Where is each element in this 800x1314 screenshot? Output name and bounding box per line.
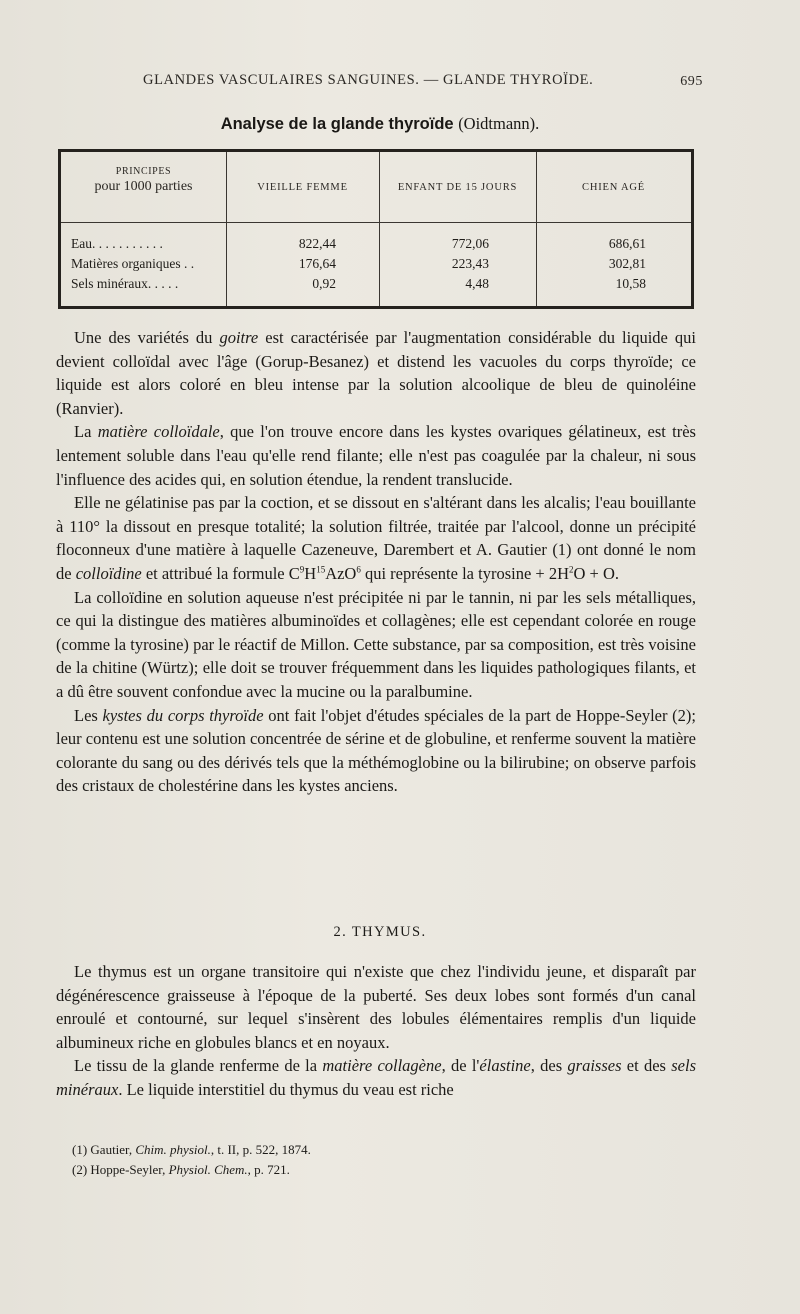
table-title xyxy=(0,114,760,134)
header-principles-line2: pour 1000 parties xyxy=(94,179,193,194)
page-number: 695 xyxy=(680,74,703,89)
body-text-thymus xyxy=(56,960,696,1102)
section-title-thymus: 2. THYMUS. xyxy=(333,924,427,940)
running-head xyxy=(143,72,703,89)
body-text-thyroid xyxy=(56,326,696,798)
paragraph-goitre: Une des variétés du goitre est caractérisée par l'augmentation considérable du liquide qui devient colloïdal avec l'âge (Gorup-Besanez) et distend les vacuoles du corps thyroïde; ce liquide est alors coloré en bleu intense par la solution alcoolique de bleu de quinoléine (Ranvier). xyxy=(56,328,696,418)
header-chien: CHIEN AGÉ xyxy=(582,182,645,193)
paragraph-gelatinise: Elle ne gélatinise pas par la coction, et se dissout en s'altérant dans les alcalis; l'eau bouillante à 110° la dissout en presque totalité; la solution filtrée, traitée par l'alcool, donne un précipité floconneux d'une matière à laquelle Cazeneuve, Darembert et A. Gautier (1) ont donné le nom de colloïdine et attribué la formule $C^9H^{15}AzO^6$ qui représente la tyrosine + $2H^2O + O$. xyxy=(56,493,696,583)
row-label-sels: Sels minéraux. . . . . xyxy=(71,276,179,291)
row-label-matieres: Matières organiques . . xyxy=(71,256,195,271)
header-enfant: ENFANT DE 15 JOURS xyxy=(397,182,518,193)
cell-eau-femme: 822,44 xyxy=(298,236,336,251)
footnote-1: (1) Gautier, Chim. physiol., t. II, p. 522, 1874. xyxy=(72,1142,311,1157)
header-vieille-femme: VIEILLE FEMME xyxy=(257,182,348,193)
cell-sels-enfant: 4,48 xyxy=(465,276,489,291)
paragraph-matiere-colloidale: La matière colloïdale, que l'on trouve encore dans les kystes ovariques gélatineux, est très lentement soluble dans l'eau qu'elle rend filante; elle n'est pas coagulée par la chaleur, ni sous l'influence des acides qui, en solution étendue, la rendent translucide. xyxy=(56,422,696,489)
footnotes xyxy=(72,1140,692,1179)
paragraph-colloidine: La colloïdine en solution aqueuse n'est précipitée ni par le tannin, ni par les sels métalliques, ce qui la distingue des matières albuminoïdes et collagènes; elle est cependant colorée en rouge (comme la tyrosine) par le réactif de Millon. Cette substance, par sa composition, est très voisine de la chitine (Würtz); elle doit se trouver fréquemment dans les liquides pathologiques filants, et a dû être souvent confondue avec la mucine ou la paralbumine. xyxy=(56,587,696,701)
cell-eau-enfant: 772,06 xyxy=(451,236,489,251)
analysis-table xyxy=(58,149,694,309)
cell-matieres-femme: 176,64 xyxy=(298,256,336,271)
cell-sels-chien: 10,58 xyxy=(615,276,646,291)
cell-sels-femme: 0,92 xyxy=(312,276,336,291)
footnote-2: (2) Hoppe-Seyler, Physiol. Chem., p. 721. xyxy=(72,1161,290,1177)
paragraph-kystes: Les kystes du corps thyroïde ont fait l'objet d'études spéciales de la part de Hoppe-Seyler (2); leur contenu est une solution concentrée de sérine et de globuline, et renferme souvent la matière colorante du sang ou des dérivés tels que la méthémoglobine ou la bilirubine; on observe parfois des cristaux de cholestérine dans les kystes anciens. xyxy=(56,705,697,796)
table-title-text: Analyse de la glande thyroïde xyxy=(220,115,454,133)
paragraph-thymus-tissu: Le tissu de la glande renferme de la matière collagène, de l'élastine, des graisses et des sels minéraux. Le liquide interstitiel du thymus du veau est riche xyxy=(56,1056,696,1099)
paragraph-thymus-organe: Le thymus est un organe transitoire qui n'existe que chez l'individu jeune, et disparaît par dégénérescence graisseuse à l'époque de la puberté. Ses deux lobes sont formés d'un canal enroulé et contourné, sur lequel s'insèrent des lobules élémentaires remplis d'un liquide albumineux riche en globules blancs et en noyaux. xyxy=(56,962,696,1052)
header-rule xyxy=(61,222,691,223)
cell-matieres-chien: 302,81 xyxy=(608,256,646,271)
table-author: (Oidtmann). xyxy=(458,114,540,133)
cell-matieres-enfant: 223,43 xyxy=(451,256,489,271)
running-title: GLANDES VASCULAIRES SANGUINES. — GLANDE THYROÏDE. xyxy=(143,72,594,88)
cell-eau-chien: 686,61 xyxy=(608,236,646,251)
header-principles-line1: PRINCIPES xyxy=(115,166,172,177)
header-principles xyxy=(61,166,226,195)
row-label-eau: Eau. . . . . . . . . . . xyxy=(71,236,163,251)
